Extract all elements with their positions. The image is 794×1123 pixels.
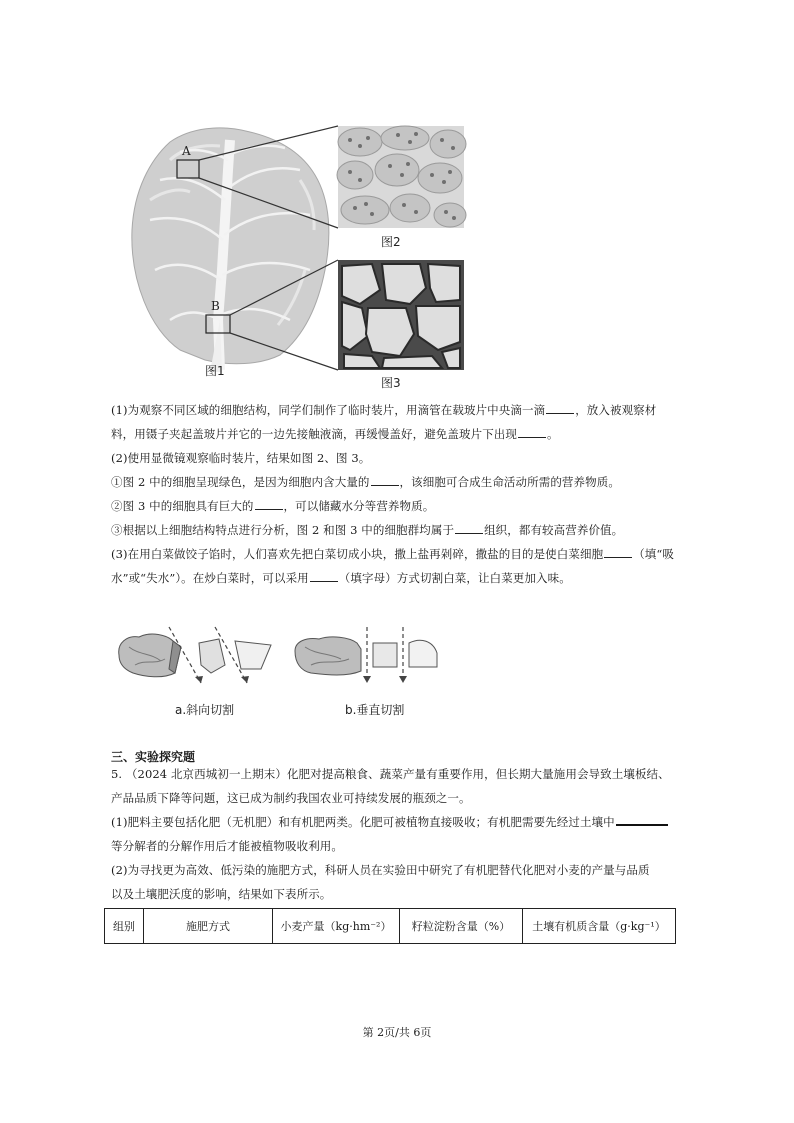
table-header-cell: 组别 xyxy=(105,909,144,944)
answer-blank[interactable] xyxy=(371,473,399,486)
cabbage-leaf-figure xyxy=(110,120,480,390)
q4-part2-intro: (2)使用显微镜观察临时装片，结果如图 2、图 3。 xyxy=(111,451,371,465)
q4-part2-item3: ③根据以上细胞结构特点进行分析，图 2 和图 3 中的细胞群均属于 组织，都有较高营养价值。 xyxy=(111,523,624,537)
q4-part3-line1: (3)在用白菜做饺子馅时，人们喜欢先把白菜切成小块，撒上盐再剁碎，撒盐的目的是使白菜细胞 （填“吸 xyxy=(111,547,674,561)
table-header-row xyxy=(105,909,676,944)
oblique-cut-label: a.斜向切割 xyxy=(175,703,235,717)
answer-blank[interactable] xyxy=(604,545,632,558)
q5-stem-line1: 5. （2024 北京西城初一上期末）化肥对提高粮食、蔬菜产量有重要作用，但长期大量施用会导致土壤板结、 xyxy=(111,767,670,781)
q4-part3-line2: 水”或“失水”）。在炒白菜时，可以采用 （填字母）方式切割白菜，让白菜更加入味。 xyxy=(111,571,571,585)
answer-blank[interactable] xyxy=(310,569,338,582)
q4-part1-line1: (1)为观察不同区域的细胞结构，同学们制作了临时装片，用滴管在载玻片中央滴一滴 ，放入被观察材 xyxy=(111,403,657,417)
q5-part2-line2: 以及土壤肥沃度的影响，结果如下表所示。 xyxy=(111,887,332,901)
answer-blank[interactable] xyxy=(616,812,668,826)
region-b-marker: B xyxy=(211,299,220,313)
q5-stem-line2: 产品品质下降等问题，这已成为制约我国农业可持续发展的瓶颈之一。 xyxy=(111,791,471,805)
table-header-cell: 施肥方式 xyxy=(144,909,273,944)
fig2-micrograph xyxy=(337,126,466,228)
q5-part1-line2: 等分解者的分解作用后才能被植物吸收利用。 xyxy=(111,839,343,853)
vertical-cut-label: b.垂直切割 xyxy=(345,703,405,717)
fig3-micrograph xyxy=(338,260,464,370)
answer-blank[interactable] xyxy=(255,497,283,510)
q4-part2-item2: ②图 3 中的细胞具有巨大的 ，可以储藏水分等营养物质。 xyxy=(111,499,435,513)
answer-blank[interactable] xyxy=(546,401,574,414)
section-title: 三、实验探究题 xyxy=(111,750,196,764)
q4-part1-line2: 料，用镊子夹起盖玻片并它的一边先接触液滴，再缓慢盖好，避免盖玻片下出现 。 xyxy=(111,427,559,441)
answer-blank[interactable] xyxy=(455,521,483,534)
page-number: 第 2页/共 6页 xyxy=(362,1026,432,1039)
table-header-cell: 籽粒淀粉含量（%） xyxy=(400,909,523,944)
fig3-label: 图3 xyxy=(381,376,401,390)
q5-part1-line1: (1)肥料主要包括化肥（无机肥）和有机肥两类。化肥可被植物直接吸收；有机肥需要先经过土壤中 xyxy=(111,810,711,834)
results-table xyxy=(104,908,676,944)
table-header-cell: 土壤有机质含量（g·kg⁻¹） xyxy=(523,909,676,944)
table-header-cell: 小麦产量（kg·hm⁻²） xyxy=(273,909,400,944)
fig2-label: 图2 xyxy=(381,235,401,249)
q4-part2-item1: ①图 2 中的细胞呈现绿色，是因为细胞内含大量的 ，该细胞可合成生命活动所需的营养物质。 xyxy=(111,475,620,489)
q5-part2-line1: (2)为寻找更为高效、低污染的施肥方式，科研人员在实验田中研究了有机肥替代化肥对小麦的产量与品质 xyxy=(111,863,650,877)
oblique-cut-illustration xyxy=(119,627,271,683)
answer-blank[interactable] xyxy=(518,425,546,438)
region-a-marker: A xyxy=(182,144,191,158)
vertical-cut-illustration xyxy=(295,627,437,683)
fig1-label: 图1 xyxy=(205,364,225,378)
cabbage-cutting-figure xyxy=(115,625,445,685)
